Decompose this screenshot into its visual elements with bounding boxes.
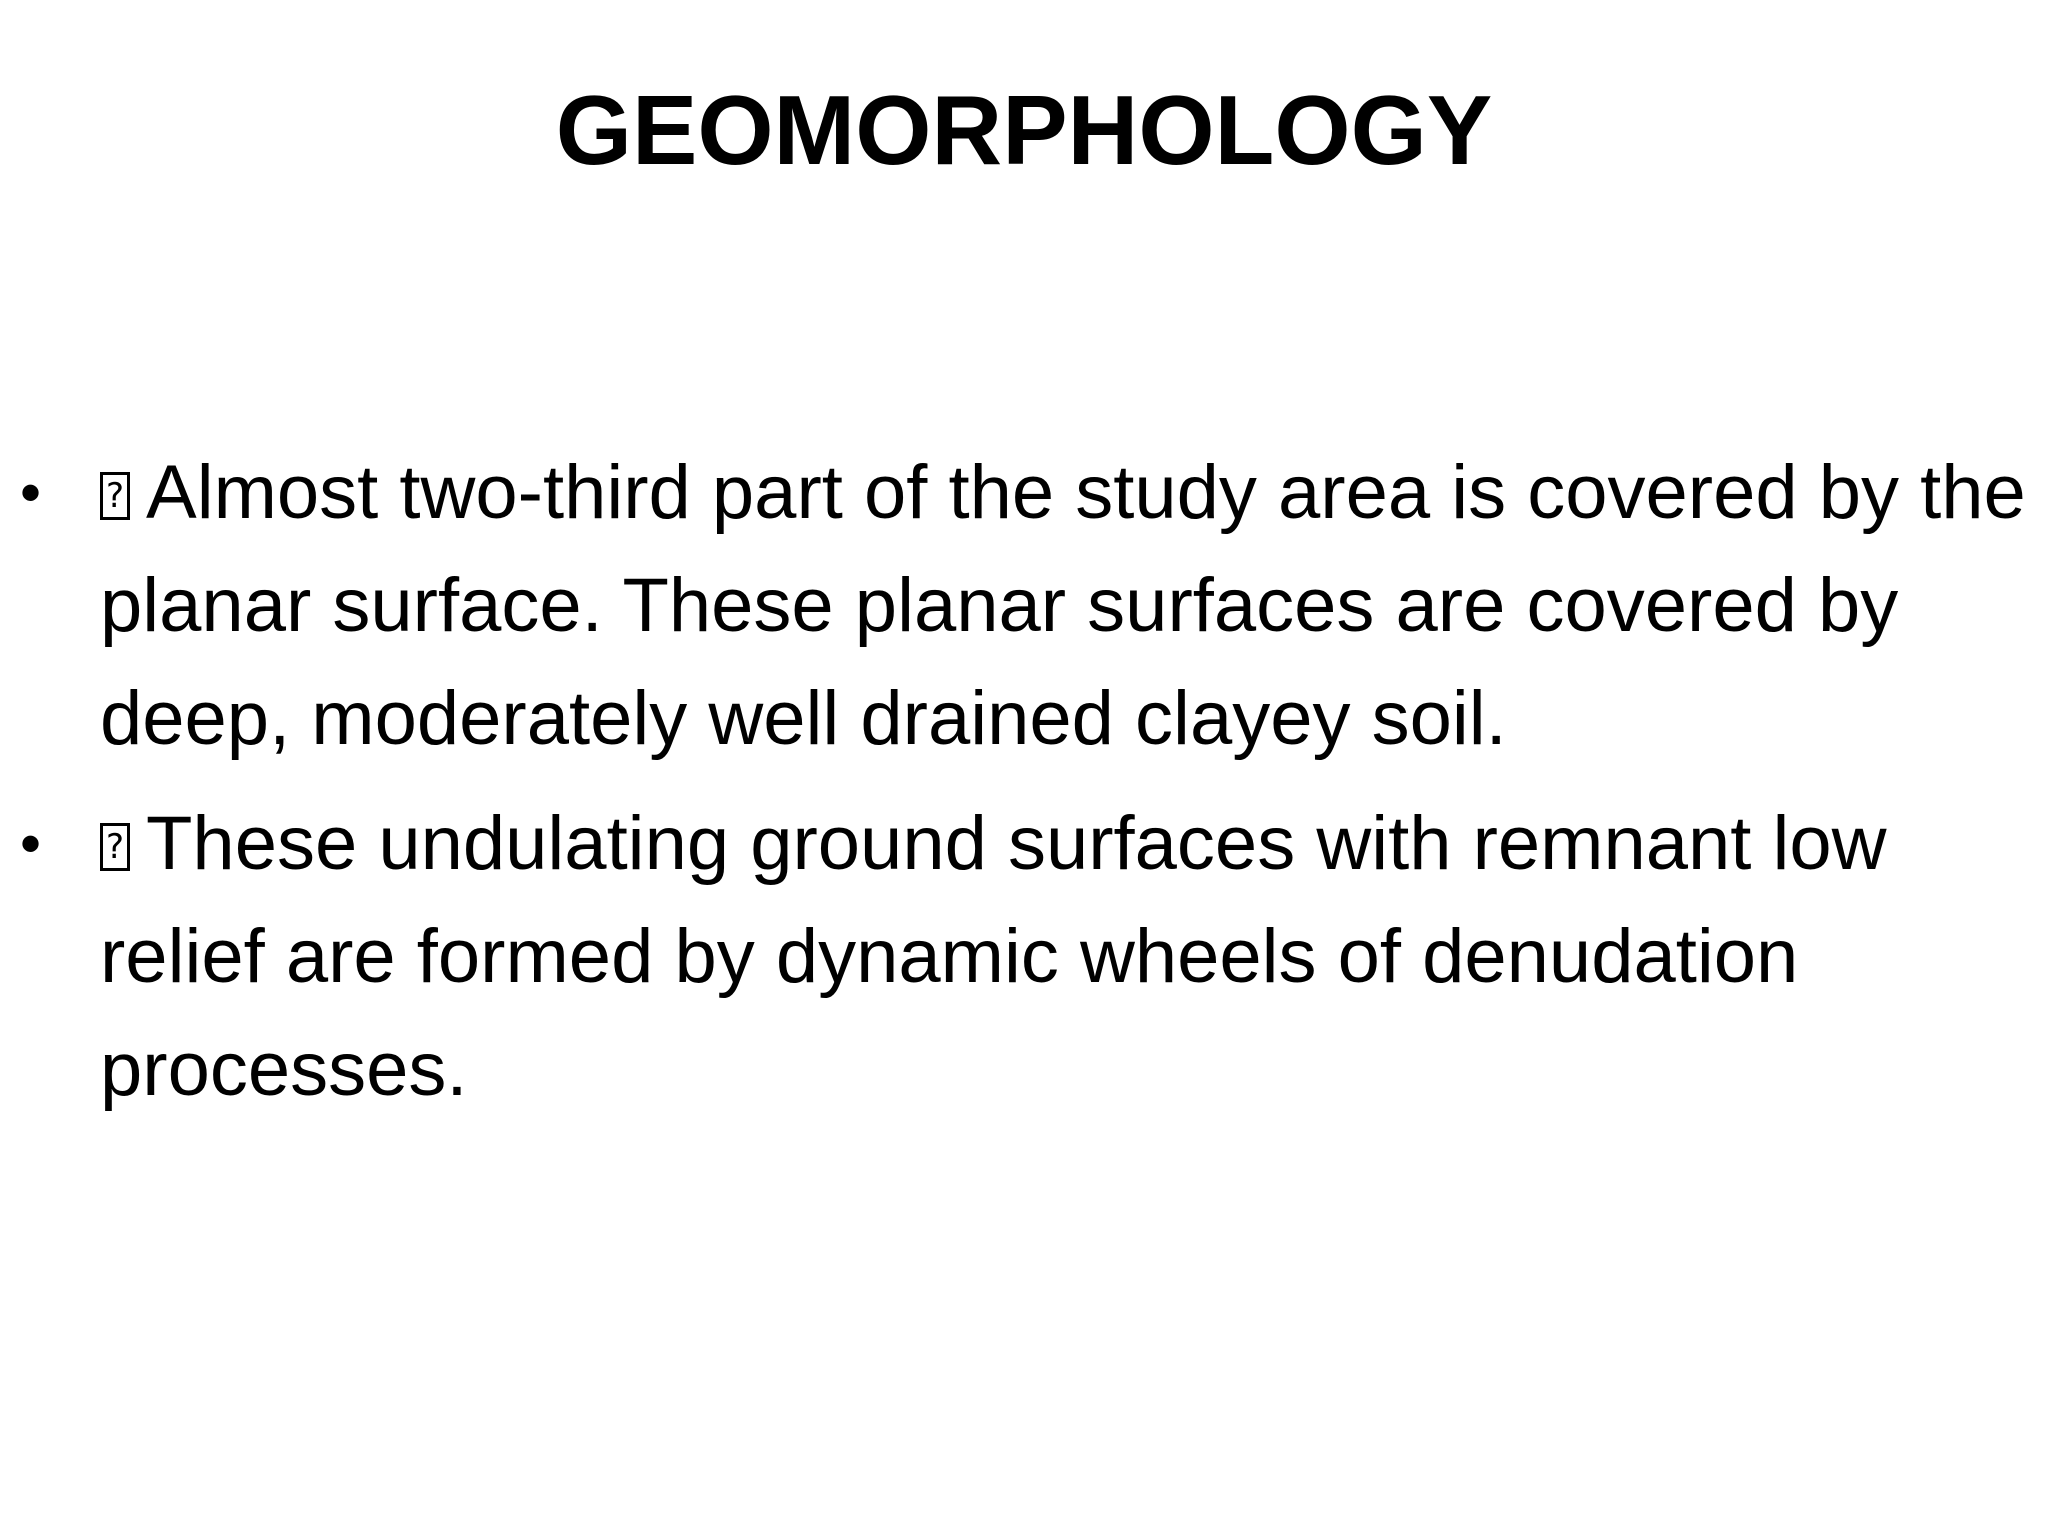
missing-glyph-box-icon: [100, 823, 130, 871]
bullet-item: [20, 436, 2030, 775]
missing-glyph-box-icon: [100, 472, 130, 520]
bullet-list: [20, 436, 2030, 1138]
slide-title: GEOMORPHOLOGY: [555, 75, 1493, 185]
bullet-text: Almost two-third part of the study area is covered by the planar surface. These planar surfaces are covered by deep, moderately well drained clayey soil.: [100, 450, 2026, 761]
bullet-text: These undulating ground surfaces with remnant low relief are formed by dynamic wheels of denudation processes.: [100, 801, 1887, 1112]
bullet-dot-icon: •: [20, 459, 42, 526]
bullet-dot-icon: •: [20, 810, 42, 877]
bullet-item: [20, 787, 2030, 1126]
